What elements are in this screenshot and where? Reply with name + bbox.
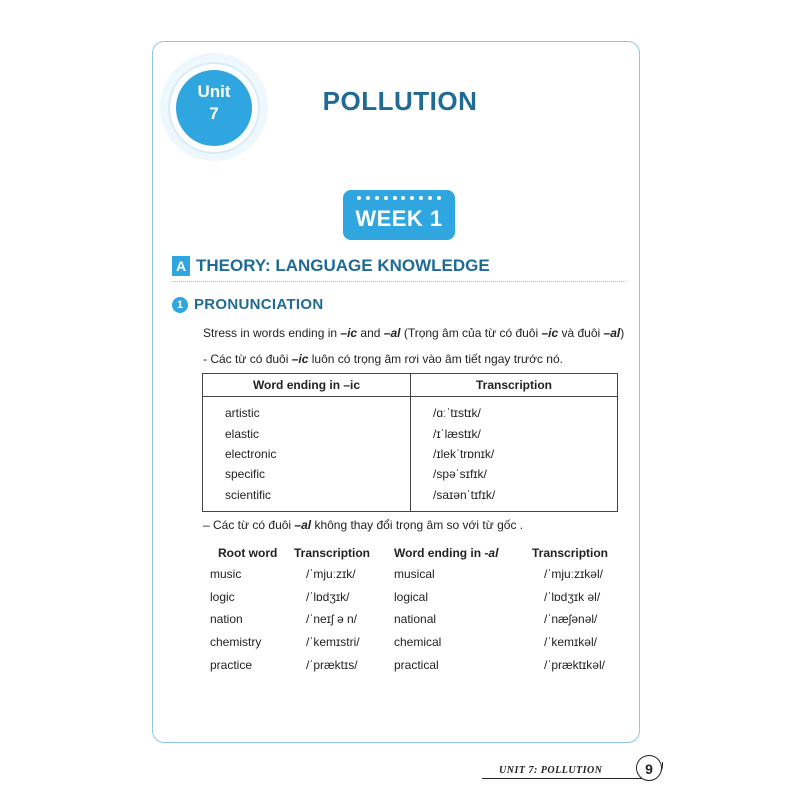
unit-badge (176, 70, 252, 146)
page-title: POLLUTION (322, 86, 478, 116)
root-word-cell: music (210, 567, 242, 582)
transcription-cell: /saɪənˈtɪfɪk/ (411, 485, 618, 512)
stress-intro-text: Stress in words ending in –ic and –al (Trọng âm của từ có đuôi –ic và đuôi –al) (203, 326, 625, 340)
al-rule-text: – Các từ có đuôi –al không thay đổi trọng âm so với từ gốc . (203, 518, 524, 532)
section-a-divider (172, 281, 626, 282)
transcription-cell: /ˈpræktɪkəl/ (544, 657, 605, 672)
section-a-title: THEORY: LANGUAGE KNOWLEDGE (196, 256, 490, 275)
transcription-cell: /ˈpræktɪs/ (306, 657, 358, 672)
table-row (203, 397, 618, 424)
week-label: WEEK 1 (355, 206, 443, 231)
table-header-cell: Word ending in –ic (203, 374, 411, 397)
root-word-cell: practice (210, 657, 253, 672)
table-row (204, 631, 624, 654)
table-row (204, 586, 624, 609)
table-row (203, 423, 618, 443)
transcription-cell: /ɪlekˈtrɒnɪk/ (411, 444, 618, 464)
table-header-cell: Transcription (294, 546, 371, 560)
page-number: 9 (636, 755, 662, 781)
transcription-cell: /ˈmjuːzɪkəl/ (544, 567, 603, 582)
table-header-row (203, 374, 618, 397)
transcription-cell: /ˈkemɪkəl/ (544, 635, 597, 650)
table-header-cell: Transcription (411, 374, 618, 397)
table-header-row (204, 543, 624, 563)
word-cell: specific (203, 464, 411, 484)
al-words-table (204, 543, 624, 676)
section-1-number: 1 (172, 297, 188, 313)
week-badge-binding-dots (357, 196, 441, 202)
transcription-cell: /ɪˈlæstɪk/ (411, 423, 618, 443)
table-row (203, 464, 618, 484)
word-cell: scientific (203, 485, 411, 512)
section-a-letter: A (172, 256, 190, 276)
transcription-cell: /ˈlɒdʒɪk əl/ (544, 589, 601, 604)
ic-words-table (202, 373, 618, 512)
al-word-cell: musical (394, 567, 435, 582)
al-word-cell: logical (394, 589, 429, 604)
al-word-cell: practical (394, 657, 439, 672)
transcription-cell: /ˈmjuːzɪk/ (306, 567, 356, 582)
word-cell: electronic (203, 444, 411, 464)
word-cell: artistic (203, 397, 411, 424)
word-cell: elastic (203, 423, 411, 443)
transcription-cell: /ˈkemɪstri/ (306, 635, 360, 650)
root-word-cell: logic (210, 589, 235, 604)
table-header-cell: Root word (218, 546, 278, 560)
table-row (204, 608, 624, 631)
unit-number: 7 (209, 104, 219, 123)
ic-rule-text: - Các từ có đuôi –ic luôn có trọng âm rơi vào âm tiết ngay trước nó. (203, 352, 563, 366)
transcription-cell: /spəˈsɪfɪk/ (411, 464, 618, 484)
footer-unit-label: UNIT 7: POLLUTION (499, 765, 603, 776)
al-word-cell: chemical (394, 635, 442, 650)
week-badge (343, 190, 455, 240)
transcription-cell: /ɑːˈtɪstɪk/ (411, 397, 618, 424)
root-word-cell: chemistry (210, 635, 262, 650)
table-header-cell: Transcription (532, 546, 609, 560)
al-word-cell: national (394, 612, 437, 627)
transcription-cell: /ˈlɒdʒɪk/ (306, 589, 350, 604)
table-row (203, 444, 618, 464)
table-header-cell: Word ending in -al (394, 546, 499, 560)
transcription-cell: /ˈneɪʃ ə n/ (306, 612, 357, 627)
table-row (203, 485, 618, 512)
table-row (204, 563, 624, 586)
section-1-title: PRONUNCIATION (194, 296, 324, 313)
table-row (204, 653, 624, 676)
transcription-cell: /ˈnæʃənəl/ (544, 612, 598, 627)
unit-label: Unit (197, 82, 231, 101)
root-word-cell: nation (210, 612, 243, 627)
